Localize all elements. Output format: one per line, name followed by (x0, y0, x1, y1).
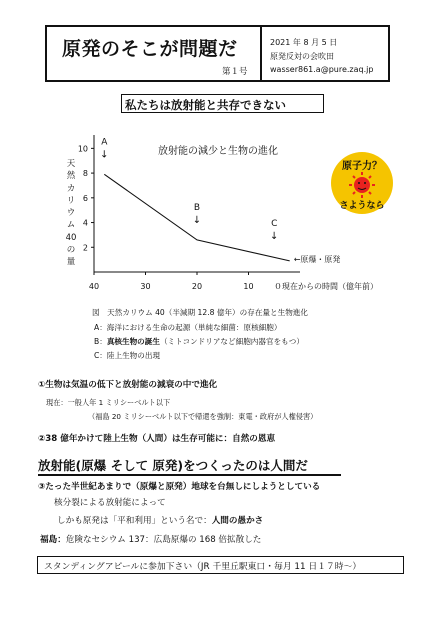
point3-line2-prefix: しかも原発は「平和利用」という名で： (57, 516, 212, 526)
genshiryoku-sayonara-badge (329, 150, 395, 216)
y-tick-label: 2 (82, 243, 88, 253)
point3-line3-rest: 危険なセシウム 137：広島原爆の 168 倍拡散した (65, 535, 262, 545)
caption-a: A：海洋における生命の起源（単純な細菌：原核細胞） (94, 323, 282, 332)
big-heading-underline (38, 474, 341, 476)
point3-line3-prefix: 福島： (40, 535, 66, 545)
x-tick-label: 30 (140, 282, 151, 291)
newsletter-title: 原発のそこが問題だ (62, 38, 238, 60)
y-tick-label: 4 (82, 218, 88, 228)
point2-heading: ②38 億年かけて陸上生物（人間）は生存可能に：自然の恩恵 (38, 434, 276, 444)
badge-top-text: 原子力？ (342, 161, 382, 172)
badge-bottom-text: さようなら (339, 201, 385, 211)
x-tick-label: 10 (243, 282, 254, 291)
point-label: B (193, 202, 201, 213)
chart-title: 放射能の減少と生物の進化 (158, 146, 278, 157)
point-arrow: ↓ (192, 214, 202, 226)
point-arrow: ↓ (270, 230, 279, 242)
y-tick-label: 10 (77, 144, 88, 154)
caption-c: C：陸上生物の出現 (94, 351, 161, 360)
point3-line1: 核分裂による放射能によって (54, 498, 166, 508)
caption-b (94, 336, 304, 347)
x-axis-label: ０現在からの時間（億年前） (274, 282, 378, 291)
x-tick-label: 40 (88, 282, 100, 291)
figure-caption: 図 天然カリウム 40（半減期 12.8 億年）の存在量と生物進化 (92, 308, 308, 317)
header-email: wasser861.a@pure.zaq.jp (270, 65, 374, 74)
point-label: C (271, 218, 278, 229)
point3-line2-bold: 人間の愚かさ (211, 516, 264, 526)
header-date: 2021 年 8 月 5 日 (270, 38, 338, 47)
issue-number: 第１号 (222, 67, 248, 77)
header-org: 原発反対の会吹田 (270, 52, 334, 61)
cta-text: スタンディングアピールに参加下さい（JR 千里丘駅東口・毎月 11 日１７時～） (44, 562, 362, 572)
point1-heading: ①生物は気温の低下と放射能の減衰の中で進化 (38, 380, 218, 390)
caption-b-prefix: B： (94, 337, 107, 346)
point3-line3 (40, 533, 261, 545)
point1-line1: 現在：一般人年 1 ミリシーベルト以下 (46, 398, 171, 407)
caption-b-bold: 真核生物の誕生 (106, 337, 160, 346)
headline: 私たちは放射能と共存できない (125, 98, 286, 112)
point1-line2: （福島 20 ミリシーベルト以下で帰還を強制：東電・政府が人権侵害） (88, 412, 318, 421)
y-tick-label: 8 (82, 169, 88, 179)
x-tick-label: 20 (191, 282, 203, 291)
y-tick-label: 6 (82, 193, 88, 203)
point3-heading: ③たった半世紀あまりで（原爆と原発）地球を台無しにしようとしている (38, 482, 321, 492)
point-arrow: ↓ (100, 149, 109, 161)
big-heading: 放射能(原爆 そして 原発)をつくったのは人間だ (38, 458, 308, 473)
point3-line2 (57, 514, 263, 526)
point-label: A (101, 137, 108, 148)
y-axis-label: 天然カリウム40の量 (65, 159, 77, 268)
chart-annotation: ←原爆・原発 (293, 254, 341, 264)
caption-b-rest: （ミトコンドリアなど細胞内器官をもつ） (159, 337, 304, 346)
